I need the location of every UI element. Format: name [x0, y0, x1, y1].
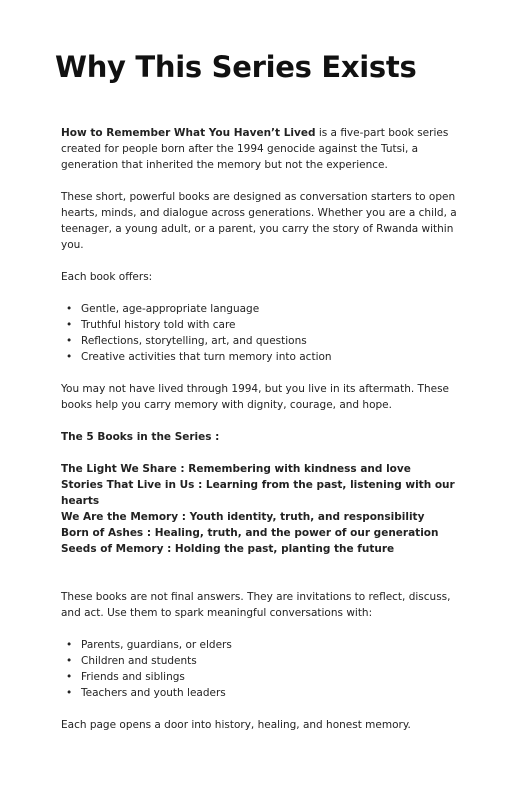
books-list	[61, 461, 469, 557]
book-item: We Are the Memory : Youth identity, truth, and responsibility	[61, 511, 425, 523]
intro-text: is a five-part book series created for people born after the 1994 genocide against the Tutsi, a generation that inherited the memory but not the experience.	[61, 127, 449, 171]
list-item: • Teachers and youth leaders	[61, 685, 469, 701]
offers-heading: Each book offers:	[61, 271, 153, 283]
books-heading: The 5 Books in the Series :	[61, 431, 220, 443]
audiences-list	[61, 637, 469, 701]
closing-paragraph: Each page opens a door into history, healing, and honest memory.	[61, 719, 411, 731]
series-name: How to Remember What You Haven’t Lived	[61, 127, 316, 139]
intro-paragraph	[61, 125, 469, 173]
list-item: • Friends and siblings	[61, 669, 469, 685]
list-item: • Children and students	[61, 653, 469, 669]
book-item: Born of Ashes : Healing, truth, and the power of our generation	[61, 527, 439, 539]
offers-list	[61, 301, 469, 365]
list-item: • Parents, guardians, or elders	[61, 637, 469, 653]
list-item: • Gentle, age-appropriate language	[61, 301, 469, 317]
paragraph-purpose: These short, powerful books are designed as conversation starters to open hearts, minds, and dialogue across generations. Whether you are a child, a teenager, a young adult, or a parent, you carry the story of Rwanda within you.	[61, 191, 457, 251]
list-item: • Truthful history told with care	[61, 317, 469, 333]
page-title: Why This Series Exists	[55, 50, 417, 84]
book-item: Seeds of Memory : Holding the past, planting the future	[61, 543, 395, 555]
list-item: • Reflections, storytelling, art, and questions	[61, 333, 469, 349]
book-item: The Light We Share : Remembering with kindness and love	[61, 463, 411, 475]
document-body	[61, 125, 469, 733]
paragraph-aftermath: You may not have lived through 1994, but you live in its aftermath. These books help you carry memory with dignity, courage, and hope.	[61, 383, 450, 411]
list-item: • Creative activities that turn memory into action	[61, 349, 469, 365]
paragraph-invitation: These books are not final answers. They are invitations to reflect, discuss, and act. Use them to spark meaningful conversations with:	[61, 591, 451, 619]
book-item: Stories That Live in Us : Learning from the past, listening with our hearts	[61, 479, 455, 507]
